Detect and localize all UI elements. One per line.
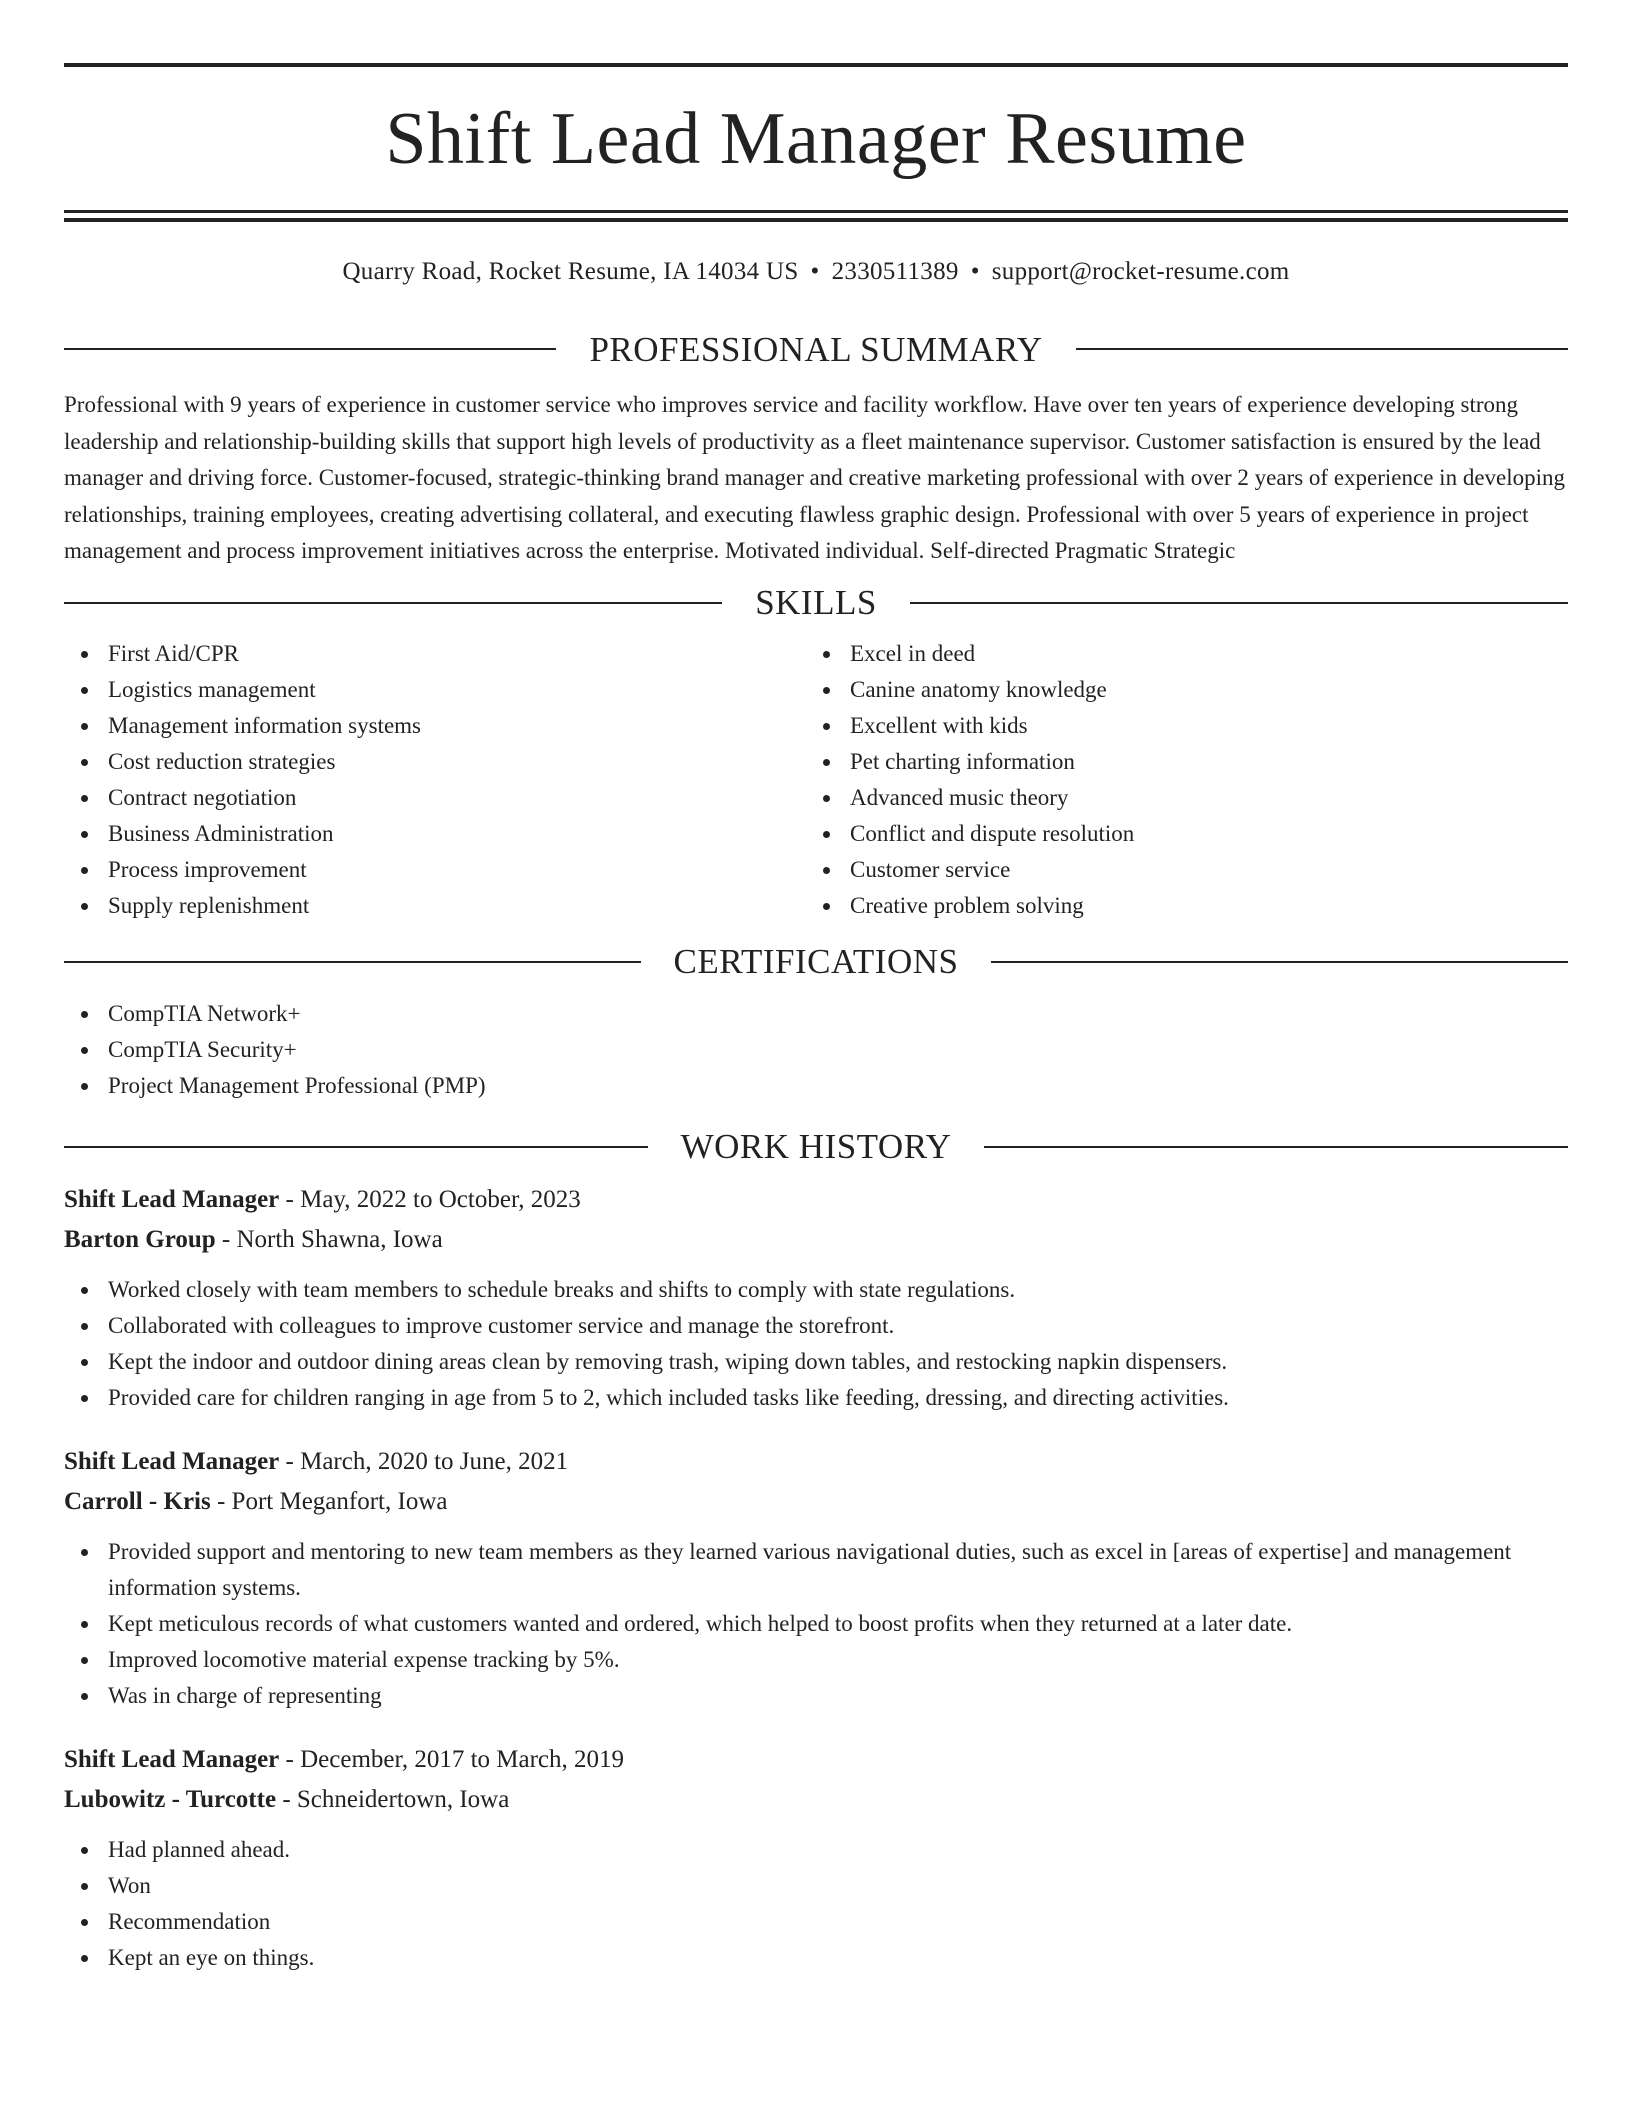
summary-heading: PROFESSIONAL SUMMARY <box>589 329 1043 369</box>
skill-item: Process improvement <box>64 852 806 888</box>
job-bullet: Kept meticulous records of what customers wanted and ordered, which helped to boost profits when they returned at a later date. <box>64 1606 1568 1642</box>
work-heading: WORK HISTORY <box>680 1127 952 1166</box>
job-title-line <box>64 1442 1568 1482</box>
contact-email: support@rocket-resume.com <box>991 258 1290 285</box>
job-bullet: Kept an eye on things. <box>64 1940 1568 1976</box>
job-title: Shift Lead Manager <box>64 1745 280 1773</box>
skills-column-right <box>806 636 1548 924</box>
job-entry <box>64 1442 1568 1714</box>
skill-item: Contract negotiation <box>64 780 806 816</box>
job-company-line <box>64 1482 1568 1522</box>
divider-line <box>64 1146 648 1148</box>
contact-separator: • <box>810 258 820 285</box>
certification-item: CompTIA Security+ <box>64 1032 1568 1068</box>
work-section-header <box>64 1127 1568 1167</box>
job-bullet: Recommendation <box>64 1904 1568 1940</box>
job-bullet: Provided care for children ranging in age from 5 to 2, which included tasks like feeding, dressing, and directing activities. <box>64 1380 1568 1416</box>
job-dates: - March, 2020 to June, 2021 <box>279 1447 569 1475</box>
job-dates: - December, 2017 to March, 2019 <box>279 1745 625 1773</box>
job-bullet: Improved locomotive material expense tracking by 5%. <box>64 1642 1568 1678</box>
job-bullet: Worked closely with team members to schedule breaks and shifts to comply with state regulations. <box>64 1272 1568 1308</box>
skill-item: First Aid/CPR <box>64 636 806 672</box>
contact-phone: 2330511389 <box>831 258 959 285</box>
job-title: Shift Lead Manager <box>64 1185 280 1213</box>
job-bullet: Collaborated with colleagues to improve customer service and manage the storefront. <box>64 1308 1568 1344</box>
skill-item: Cost reduction strategies <box>64 744 806 780</box>
job-title-line <box>64 1740 1568 1780</box>
job-dates: - May, 2022 to October, 2023 <box>279 1185 581 1213</box>
contact-address: Quarry Road, Rocket Resume, IA 14034 US <box>342 258 799 285</box>
certification-item: Project Management Professional (PMP) <box>64 1068 1568 1104</box>
certification-item: CompTIA Network+ <box>64 996 1568 1032</box>
job-company: Barton Group <box>64 1225 216 1253</box>
skills-list <box>64 636 1568 924</box>
job-bullet: Was in charge of representing <box>64 1678 1568 1714</box>
divider-line <box>1076 348 1568 350</box>
job-company-line <box>64 1780 1568 1820</box>
divider-line <box>910 602 1568 604</box>
job-location: - North Shawna, Iowa <box>215 1225 443 1253</box>
divider-line <box>984 1146 1568 1148</box>
skill-item: Supply replenishment <box>64 888 806 924</box>
job-bullet: Kept the indoor and outdoor dining areas clean by removing trash, wiping down tables, and restocking napkin dispensers. <box>64 1344 1568 1380</box>
job-company: Lubowitz - Turcotte <box>64 1785 277 1813</box>
skill-item: Management information systems <box>64 708 806 744</box>
divider-line <box>64 348 556 350</box>
job-bullets <box>64 1272 1568 1416</box>
summary-section-header <box>64 329 1568 369</box>
skill-item: Pet charting information <box>806 744 1548 780</box>
job-bullets <box>64 1534 1568 1714</box>
divider-line <box>991 961 1568 963</box>
title-double-rule <box>64 210 1568 222</box>
skills-heading: SKILLS <box>755 583 877 622</box>
certifications-section-header <box>64 942 1568 982</box>
summary-text: Professional with 9 years of experience in customer service who improves service and facility workflow. Have over ten years of experience developing strong leadership and relationship-building skills that support high levels of productivity as a fleet maintenance supervisor. Customer satisfaction is ensured by the lead manager and driving force. Customer-focused, strategic-thinking brand manager and creative marketing professional with over 2 years of experience in developing relationships, training employees, creating advertising collateral, and executing flawless graphic design. Professional with over 5 years of experience in project management and process improvement initiatives across the enterprise. Motivated individual. Self-directed Pragmatic Strategic <box>64 392 1566 563</box>
resume-page <box>64 0 1568 1976</box>
skill-item: Business Administration <box>64 816 806 852</box>
skill-item: Excellent with kids <box>806 708 1548 744</box>
job-title-line <box>64 1180 1568 1220</box>
job-location: - Port Meganfort, Iowa <box>210 1487 448 1515</box>
job-entry <box>64 1180 1568 1416</box>
certifications-list <box>64 996 1568 1104</box>
job-bullet: Provided support and mentoring to new team members as they learned various navigational duties, such as excel in [areas of expertise] and management information systems. <box>64 1534 1568 1606</box>
skill-item: Advanced music theory <box>806 780 1548 816</box>
page-title: Shift Lead Manager Resume <box>385 98 1247 180</box>
job-bullets <box>64 1832 1568 1976</box>
skill-item: Conflict and dispute resolution <box>806 816 1548 852</box>
job-company: Carroll - Kris <box>64 1487 211 1515</box>
job-location: - Schneidertown, Iowa <box>276 1785 510 1813</box>
job-bullet: Had planned ahead. <box>64 1832 1568 1868</box>
skill-item: Canine anatomy knowledge <box>806 672 1548 708</box>
skills-section-header <box>64 583 1568 623</box>
skill-item: Customer service <box>806 852 1548 888</box>
job-bullet: Won <box>64 1868 1568 1904</box>
job-entry <box>64 1740 1568 1976</box>
divider-line <box>64 602 722 604</box>
divider-line <box>64 961 641 963</box>
skills-column-left <box>64 636 806 924</box>
certifications-heading: CERTIFICATIONS <box>673 942 959 981</box>
contact-separator: • <box>970 258 980 285</box>
skill-item: Creative problem solving <box>806 888 1548 924</box>
job-title: Shift Lead Manager <box>64 1447 280 1475</box>
skill-item: Logistics management <box>64 672 806 708</box>
skill-item: Excel in deed <box>806 636 1548 672</box>
job-company-line <box>64 1220 1568 1260</box>
contact-line <box>64 259 1568 284</box>
